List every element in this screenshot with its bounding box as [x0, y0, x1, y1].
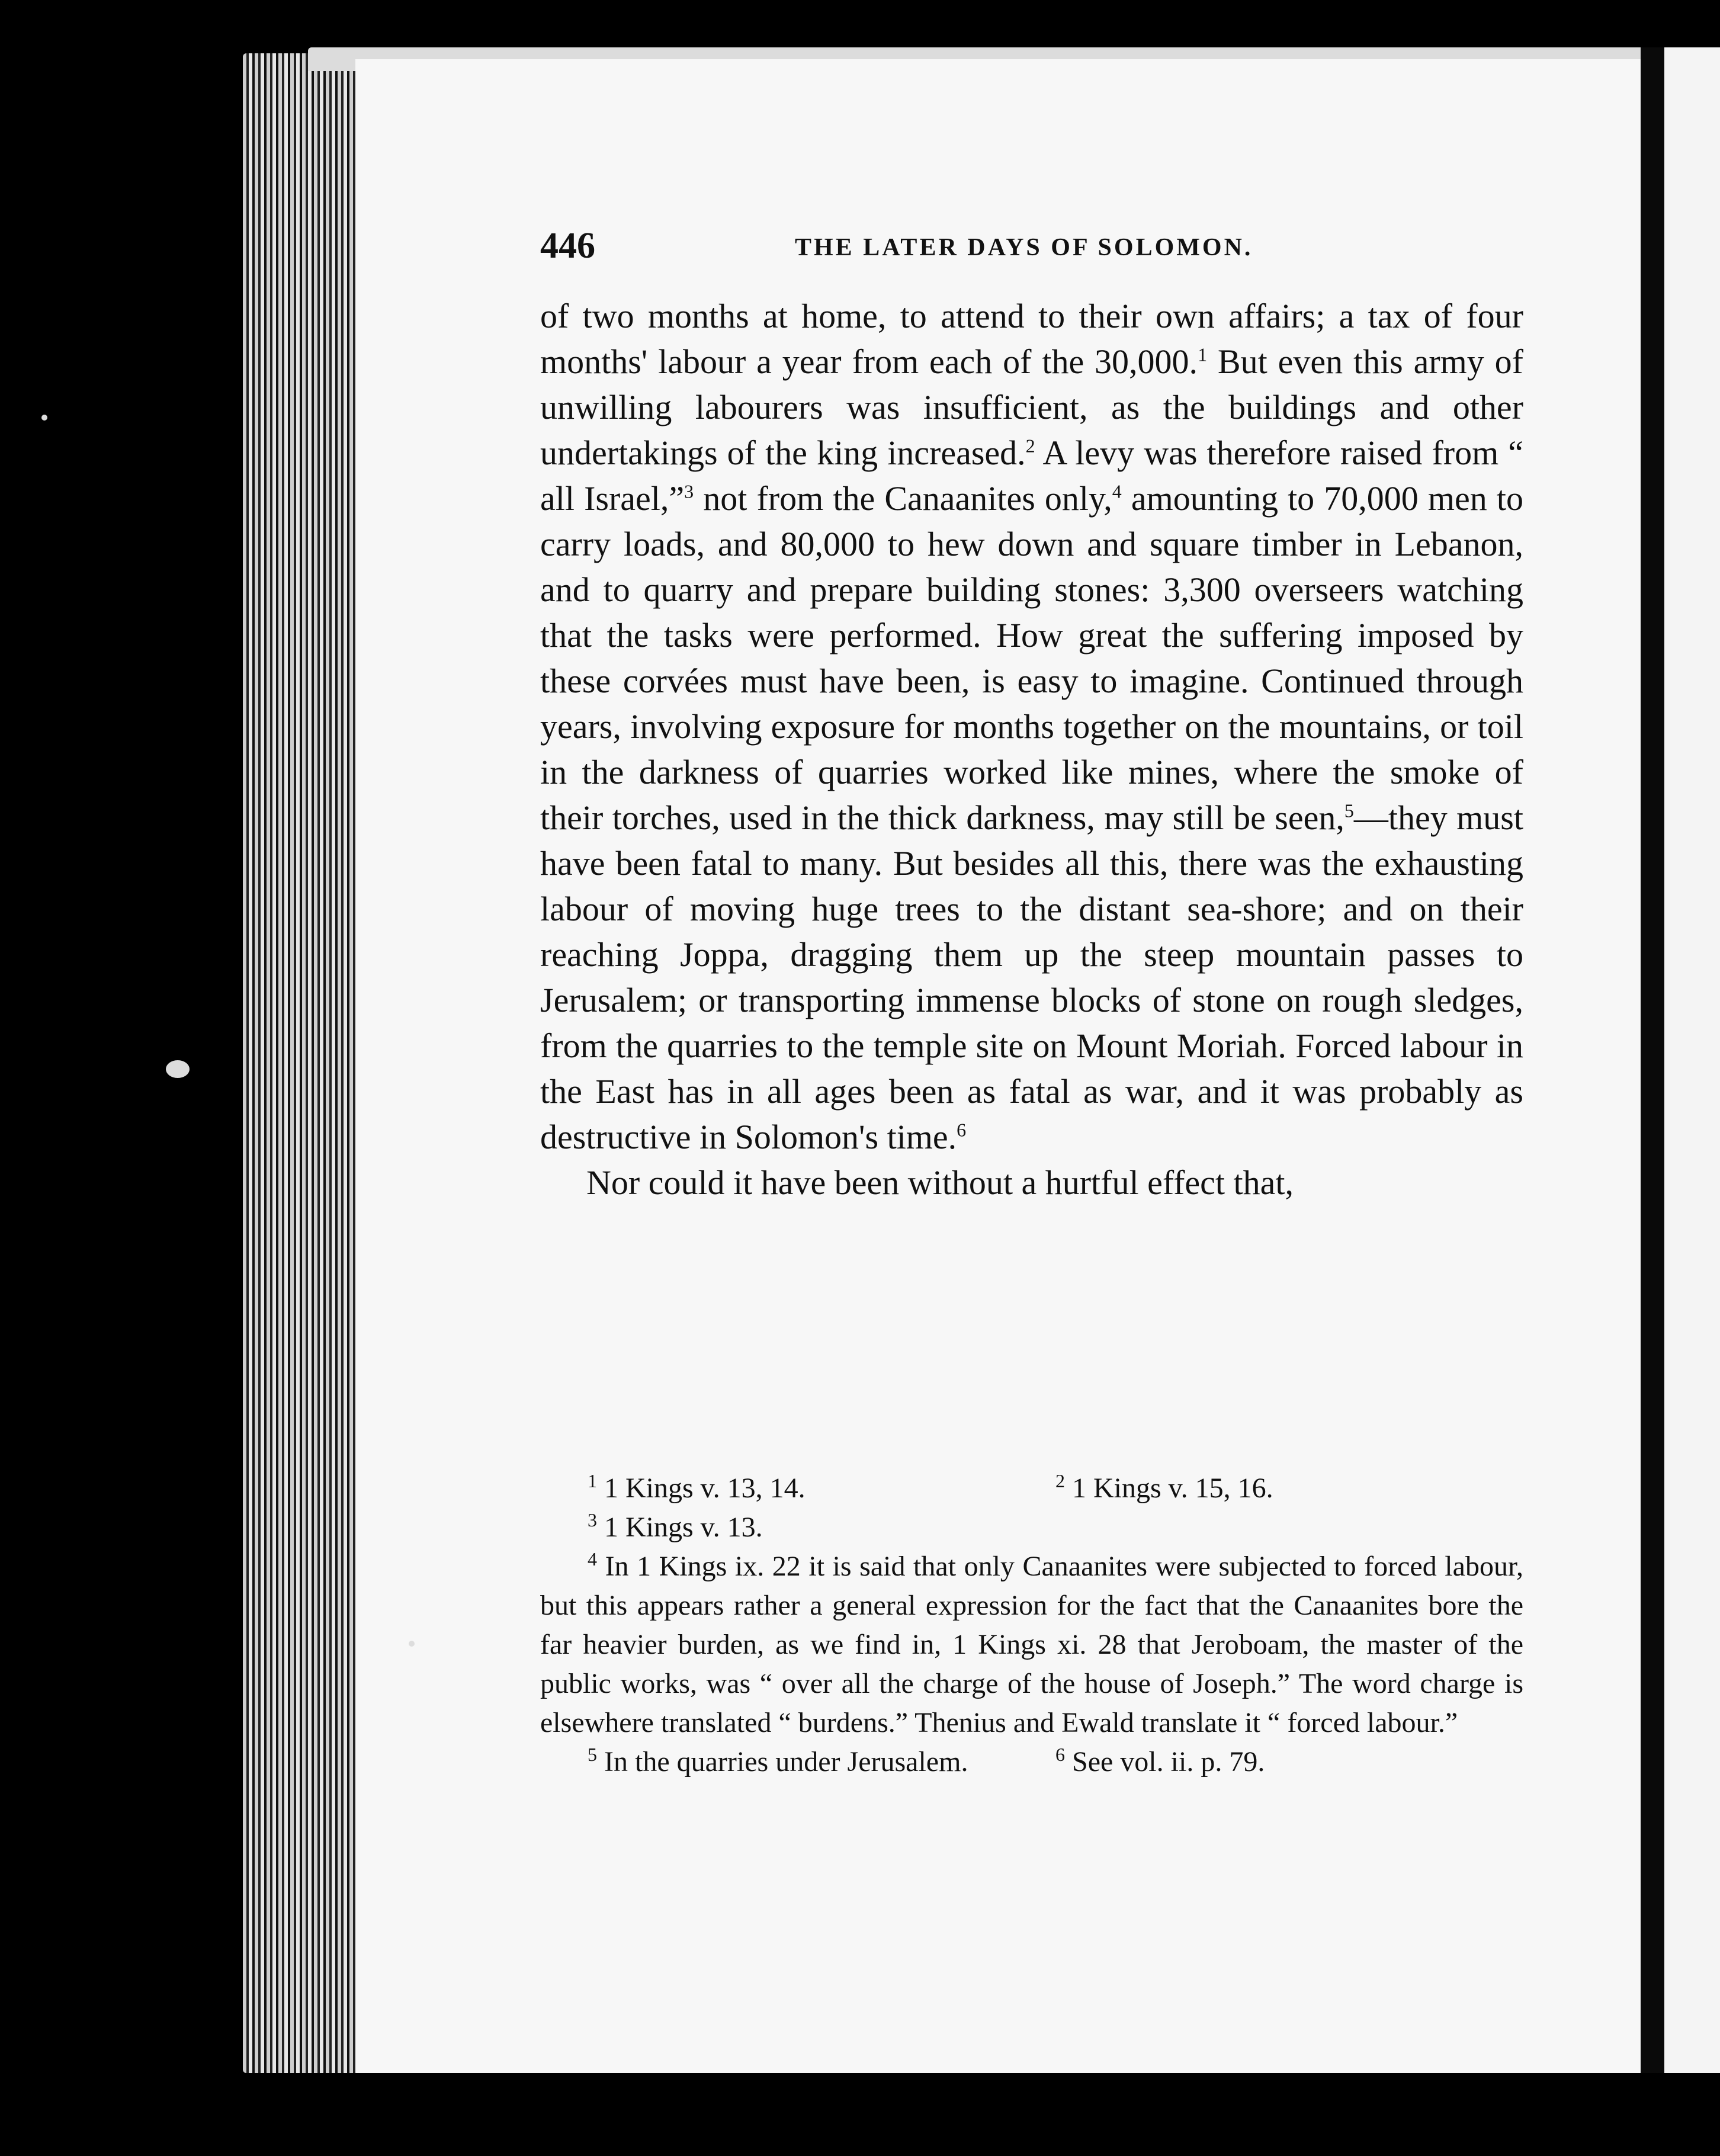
scan-speck — [409, 1641, 415, 1647]
footnote-row-1-2 — [540, 1469, 1523, 1508]
body-text — [540, 293, 1523, 1205]
scan-speck — [41, 415, 47, 421]
footnote-2 — [1055, 1469, 1523, 1508]
footnote-5 — [540, 1743, 1055, 1782]
footnote-mark: 1 — [588, 1470, 597, 1491]
footnote-3 — [540, 1508, 1523, 1547]
page-header — [540, 225, 1269, 267]
footnote-1 — [540, 1469, 1055, 1508]
footnote-text: In the quarries under Jerusalem. — [604, 1746, 968, 1778]
footnote-reference: 6 — [957, 1119, 967, 1141]
footnote-reference: 3 — [684, 480, 694, 502]
footnote-text: 1 Kings v. 13. — [604, 1512, 763, 1543]
page-stack-edges — [243, 53, 373, 2073]
running-title: THE LATER DAYS OF SOLOMON. — [795, 234, 1253, 261]
footnotes — [540, 1469, 1523, 1782]
body-paragraph — [540, 1160, 1523, 1205]
footnote-reference: 4 — [1112, 480, 1122, 502]
footnote-text: 1 Kings v. 13, 14. — [604, 1472, 806, 1504]
footnote-mark: 5 — [588, 1744, 597, 1765]
footnote-mark: 4 — [588, 1548, 597, 1570]
footnote-reference: 5 — [1344, 800, 1354, 822]
body-text-segment: A levy was therefore raised from “ all Israel,” — [540, 434, 1524, 518]
footnote-4 — [540, 1547, 1523, 1743]
footnote-mark: 6 — [1055, 1744, 1065, 1765]
footnote-mark: 3 — [588, 1509, 597, 1531]
body-paragraph — [540, 293, 1523, 1160]
scan-speck — [166, 1060, 190, 1078]
body-text-segment: But even this army of unwilling labourers was insufficient, as the buildings and other undertakings of the king increased. — [540, 342, 1523, 472]
footnote-text: 1 Kings v. 15, 16. — [1072, 1472, 1273, 1504]
body-text-segment: Nor could it have been without a hurtful effect that, — [586, 1163, 1294, 1202]
footnote-mark: 2 — [1055, 1470, 1065, 1491]
footnote-text: In 1 Kings ix. 22 it is said that only Canaanites were subjected to forced labour, but this appears rather a general expression for the fact that the Canaanites bore the far heavier burden, as we find in, 1 Kings xi. 28 that Jeroboam, the master of the public works, was “ over all the charge of the house of Joseph.” The word charge is elsewhere translated “ burdens.” Thenius and Ewald translate it “ forced labour.” — [540, 1551, 1524, 1738]
footnote-row-5-6 — [540, 1743, 1523, 1782]
body-text-segment: not from the Canaanites only, — [694, 479, 1112, 518]
body-text-segment: amounting to 70,000 men to carry loads, and 80,000 to hew down and square timber in Lebanon, and to quarry and prepare building stones: 3,300 overseers watching that the tasks were performed. How great the suffering imposed by these corvées must have been, is easy to imagine. Continued through years, involving exposure for months together on the mountains, or toil in the darkness of quarries worked like mines, where the smoke of their torches, used in the thick darkness, may still be seen, — [540, 479, 1524, 837]
footnote-reference: 1 — [1198, 344, 1208, 365]
footnote-6 — [1055, 1743, 1523, 1782]
body-text-segment: of two months at home, to attend to their own affairs; a tax of four months' labour a year from each of the 30,000. — [540, 297, 1523, 381]
footnote-reference: 2 — [1025, 435, 1035, 457]
body-text-segment: —they must have been fatal to many. But besides all this, there was the exhausting labour of moving huge trees to the distant sea-shore; and on their reaching Joppa, dragging them up the steep mountain passes to Jerusalem; or transporting immense blocks of stone on rough sledges, from the quarries to the temple site on Mount Moriah. Forced labour in the East has in all ages been as fatal as war, and it was probably as destructive in Solomon's time. — [540, 798, 1523, 1156]
book-gutter — [1641, 47, 1664, 2073]
page-number: 446 — [540, 226, 595, 266]
footnote-text: See vol. ii. p. 79. — [1072, 1746, 1265, 1778]
facing-page-edge — [1664, 47, 1720, 2073]
